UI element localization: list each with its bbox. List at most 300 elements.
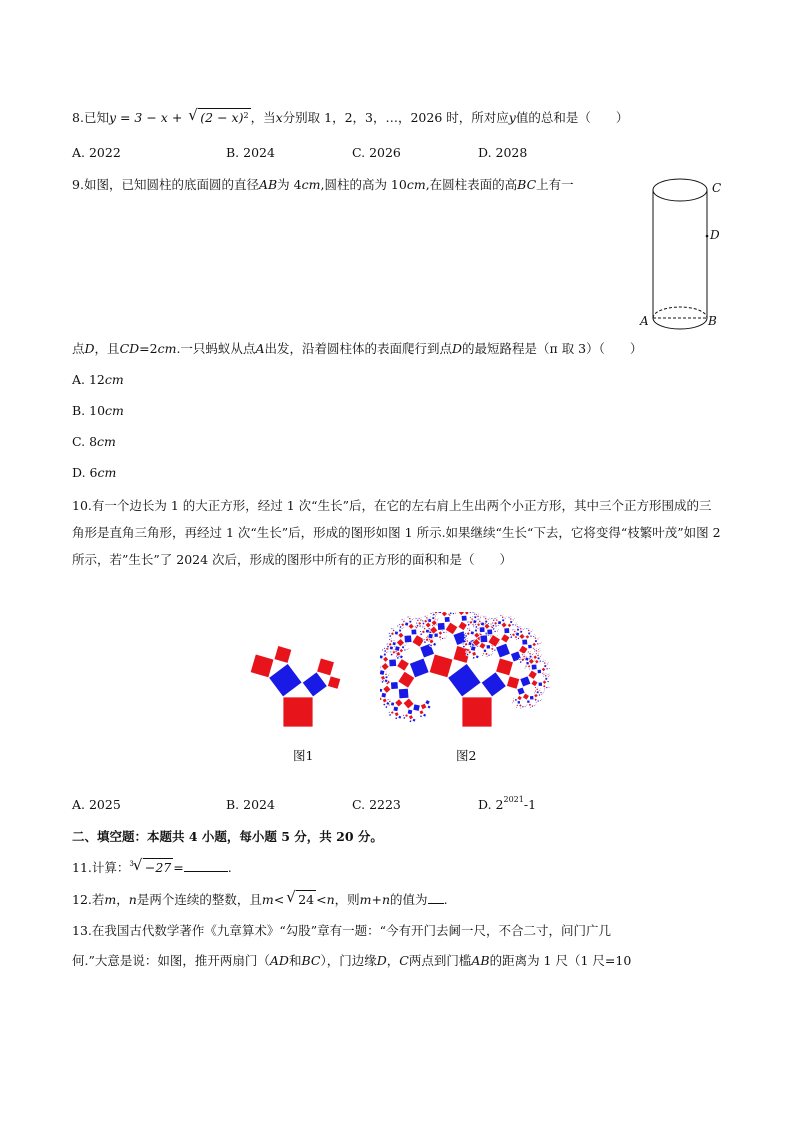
tree-square xyxy=(469,612,471,613)
tree-square xyxy=(541,654,543,656)
tree-square xyxy=(415,618,417,620)
tree-square xyxy=(536,648,538,650)
tree-square xyxy=(422,620,424,622)
tree-square xyxy=(548,662,550,664)
tree-square xyxy=(395,646,401,652)
tree-square xyxy=(274,646,292,664)
q9-number: 9. xyxy=(72,177,84,192)
tree-square xyxy=(383,703,386,706)
tree-square xyxy=(533,648,535,650)
tree-square xyxy=(407,709,413,715)
tree-square xyxy=(521,654,523,656)
tree-square xyxy=(535,704,537,706)
tree-square xyxy=(491,617,493,619)
q9-text: ，且 xyxy=(94,341,120,356)
tree-square xyxy=(380,678,381,682)
tree-square xyxy=(492,624,495,627)
q13-stem-line2: 何.”大意是说：如图，推开两扇门（AD和BC），门边缘D，C两点到门槛AB的距离为 1 尺（1 尺=10 xyxy=(72,953,632,968)
tree-square xyxy=(416,624,419,627)
tree-square xyxy=(549,680,550,682)
tree-square xyxy=(380,655,383,659)
tree-square xyxy=(466,651,468,653)
tree-square xyxy=(404,635,412,643)
tree-square xyxy=(445,636,447,638)
tree-square xyxy=(517,695,522,700)
tree-square xyxy=(481,672,506,697)
tree-square xyxy=(537,669,541,673)
tree-square xyxy=(391,628,393,630)
tree-square xyxy=(250,654,274,678)
q8-exponent: 2 xyxy=(243,111,249,120)
cylinder-bottom-back-arc xyxy=(653,307,707,318)
tree-square xyxy=(381,680,384,683)
tree-square xyxy=(497,621,501,625)
tree-square xyxy=(486,656,488,658)
tree-square xyxy=(479,618,481,620)
tree-square xyxy=(539,650,541,652)
tree-square xyxy=(465,634,468,637)
tree-square xyxy=(462,645,465,648)
tree-square xyxy=(492,653,494,655)
tree-square xyxy=(529,707,531,709)
tree-square xyxy=(427,705,431,709)
cylinder-top-ellipse xyxy=(653,179,707,201)
tree-square xyxy=(413,617,415,619)
tree-square xyxy=(438,612,442,614)
tree-square xyxy=(480,635,488,643)
q10-stem: 10.有一个边长为 1 的大正方形，经过 1 次“生长”后，在它的左右肩上生出两个小正方形，其中三个正方形围成的三角形是直角三角形，再经过 1 次“生长”后，形成的图形如图 1 所示.如果继续“生长“下去，它将变得“枝繁叶茂”如图 2 所示，若”生长”了 2024 次后，形成的图形中所有的正方形的面积和是（ ） xyxy=(72,498,721,567)
tree-square xyxy=(472,656,475,659)
tree-square xyxy=(383,685,391,693)
tree-square xyxy=(515,706,517,708)
tree-square xyxy=(531,680,538,687)
q8-number: 8. xyxy=(72,110,84,125)
tree-square xyxy=(549,685,550,687)
tree-square xyxy=(517,687,525,695)
tree-square xyxy=(462,697,492,727)
tree-square xyxy=(419,715,422,718)
tree-square xyxy=(411,629,417,635)
q9-unit: cm xyxy=(157,341,177,356)
tree-square xyxy=(389,646,393,650)
section-2-heading: 二、填空题：本题共 4 小题，每小题 5 分，共 20 分。 xyxy=(72,829,383,844)
q12-text: 是两个连续的整数，且 xyxy=(136,892,262,907)
tree-square xyxy=(386,643,388,645)
q9-var-a: A xyxy=(255,341,265,356)
q11-text: = xyxy=(173,860,184,875)
q11-root-index: 3 xyxy=(129,860,134,868)
tree-square xyxy=(528,644,532,648)
pythagoras-tree-figure-1 xyxy=(240,640,355,732)
tree-square xyxy=(441,612,447,617)
tree-square xyxy=(483,649,486,652)
tree-square xyxy=(420,617,422,619)
q9-option-c[interactable]: C. 8cm xyxy=(72,434,116,449)
tree-square xyxy=(464,632,466,634)
tree-square xyxy=(398,688,409,699)
tree-square xyxy=(402,714,404,716)
q10-option-c[interactable]: C. 2223 xyxy=(352,797,401,812)
q12-var-m: m xyxy=(261,892,274,907)
tree-square xyxy=(458,621,468,631)
q13-var-ab: AB xyxy=(471,953,490,968)
tree-square xyxy=(474,623,476,625)
tree-square xyxy=(539,647,541,649)
tree-square xyxy=(429,654,453,678)
tree-square xyxy=(491,622,493,624)
tree-square xyxy=(389,698,391,700)
q9-unit: cm xyxy=(301,177,321,192)
tree-square xyxy=(394,639,396,641)
tree-square xyxy=(422,622,425,625)
tree-square xyxy=(524,667,526,669)
tree-square xyxy=(327,676,340,689)
q9-option-a[interactable]: A. 12cm xyxy=(72,372,124,387)
tree-square xyxy=(486,645,490,649)
q8-radicand: (2 − x) xyxy=(200,110,244,125)
tree-square xyxy=(544,690,546,692)
q9-text: 上有一 xyxy=(536,177,574,192)
q8-option-d[interactable]: D. 2028 xyxy=(478,145,528,160)
tree-square xyxy=(389,673,391,675)
tree-square xyxy=(534,686,536,688)
q9-text: 如图，已知圆柱的底面圆的直径 xyxy=(83,177,259,192)
tree-square xyxy=(513,698,515,700)
tree-square xyxy=(502,614,504,616)
tree-square xyxy=(390,653,393,656)
tree-square xyxy=(424,625,426,627)
tree-square xyxy=(468,642,472,646)
q9-var-bc: BC xyxy=(517,177,537,192)
q8-text-2: ，当 xyxy=(250,110,276,125)
tree-square xyxy=(549,675,550,677)
tree-square xyxy=(533,635,535,637)
q9-var-d: D xyxy=(84,341,95,356)
tree-square xyxy=(444,617,450,623)
tree-square xyxy=(403,618,405,620)
tree-square xyxy=(510,616,512,618)
q9-var-d: D xyxy=(451,341,463,356)
q9-text: ,圆柱的高为 10 xyxy=(320,177,407,192)
tree-square xyxy=(520,707,522,709)
tree-square xyxy=(500,614,502,616)
tree-square xyxy=(526,628,528,630)
tree-square xyxy=(416,622,418,624)
tree-square xyxy=(515,632,519,636)
tree-square xyxy=(398,632,404,638)
tree-square xyxy=(407,647,409,649)
tree-square xyxy=(395,717,398,720)
q8-option-b[interactable]: B. 2024 xyxy=(226,145,275,160)
tree-square xyxy=(302,672,327,697)
tree-square xyxy=(467,628,469,630)
tree-square xyxy=(529,651,531,653)
tree-square xyxy=(409,658,429,678)
tree-square xyxy=(475,625,478,628)
tree-square xyxy=(384,649,387,652)
tree-square xyxy=(385,671,387,673)
tree-square xyxy=(535,653,537,655)
tree-square xyxy=(464,638,466,640)
tree-square xyxy=(428,633,434,639)
tree-square xyxy=(396,656,399,659)
tree-square xyxy=(496,658,514,676)
tree-square xyxy=(522,639,528,645)
tree-square xyxy=(470,631,474,635)
q9-stem-line1 xyxy=(72,176,574,194)
q13-stem-line1: 13.在我国古代数学著作《九章算术》“勾股”章有一题：“今有开门去阃一尺，不合二寸，问门广几 xyxy=(72,923,612,938)
tree-square xyxy=(383,647,385,649)
tree-square xyxy=(380,688,383,692)
tree-square xyxy=(390,702,394,706)
tree-square xyxy=(492,651,494,653)
tree-square xyxy=(438,618,440,620)
label-c: C xyxy=(712,181,722,195)
tree-square xyxy=(524,653,526,655)
tree-square xyxy=(380,666,381,670)
q8-stem xyxy=(72,108,628,127)
tree-square xyxy=(475,613,477,615)
tree-square xyxy=(399,626,402,629)
label-b: B xyxy=(708,314,717,328)
tree-square xyxy=(381,692,387,698)
q8-option-c[interactable]: C. 2026 xyxy=(352,145,401,160)
tree-square xyxy=(405,622,409,626)
tree-square xyxy=(466,653,469,656)
q13-var-ad: AD xyxy=(269,953,289,968)
q9-text: .一只蚂蚁从点 xyxy=(176,341,256,356)
q8-option-a[interactable]: A. 2022 xyxy=(72,145,121,160)
q13-var-bc: BC xyxy=(301,953,321,968)
cylinder-figure xyxy=(630,170,730,335)
tree-square xyxy=(388,638,390,640)
tree-square xyxy=(430,616,432,618)
tree-square xyxy=(533,652,535,654)
tree-square xyxy=(498,629,500,631)
q9-text: 出发，沿着圆柱体的表面爬行到点 xyxy=(264,341,452,356)
tree-square xyxy=(386,645,389,648)
tree-square xyxy=(517,701,520,704)
q10-option-d[interactable]: D. $2^{2021}-1$ xyxy=(478,795,537,812)
tree-square xyxy=(383,656,389,662)
tree-square xyxy=(494,617,496,619)
tree-square xyxy=(432,613,435,616)
tree-square xyxy=(529,668,531,670)
tree-square xyxy=(390,682,398,690)
tree-square xyxy=(423,641,426,644)
tree-square xyxy=(391,638,393,640)
q9-option-b[interactable]: B. 10cm xyxy=(72,403,124,418)
tree-square xyxy=(462,643,464,645)
q9-text: 为 4 xyxy=(277,177,302,192)
tree-square xyxy=(467,621,469,623)
q9-text: 点 xyxy=(72,341,85,356)
tree-square xyxy=(524,627,526,629)
tree-square xyxy=(385,705,388,708)
q9-text: 的最短路程是（π 取 3）（ ） xyxy=(462,341,643,356)
tree-square xyxy=(474,612,476,613)
q9-option-d[interactable]: D. 6cm xyxy=(72,465,117,480)
tree-square xyxy=(527,651,529,653)
tree-square xyxy=(496,643,511,658)
tree-square xyxy=(283,697,313,727)
tree-square xyxy=(514,618,516,620)
tree-square xyxy=(485,615,487,617)
tree-square xyxy=(397,658,410,671)
tree-square xyxy=(508,616,510,618)
tree-square xyxy=(467,623,470,626)
tree-square xyxy=(517,624,519,626)
q10-option-a[interactable]: A. 2025 xyxy=(72,797,121,812)
q8-text-4: 值的总和是（ ） xyxy=(515,110,629,125)
tree-square xyxy=(501,622,507,628)
tree-square xyxy=(394,631,398,635)
tree-square xyxy=(525,657,529,661)
tree-square xyxy=(469,616,471,618)
tree-square xyxy=(395,699,403,707)
tree-square xyxy=(424,615,426,617)
tree-square xyxy=(527,700,530,703)
tree-square xyxy=(512,629,514,631)
tree-square xyxy=(515,624,517,626)
tree-square xyxy=(409,720,412,723)
tree-square xyxy=(419,630,421,632)
tree-square xyxy=(449,612,452,615)
tree-square xyxy=(425,629,429,633)
tree-square xyxy=(537,686,539,688)
tree-square xyxy=(506,676,519,689)
figure-1-caption: 图1 xyxy=(293,748,314,763)
tree-square xyxy=(543,673,545,675)
tree-square xyxy=(440,639,442,641)
figure-2-caption: 图2 xyxy=(456,748,477,763)
tree-square xyxy=(531,664,537,670)
tree-square xyxy=(519,645,529,655)
tree-square xyxy=(544,688,546,690)
tree-square xyxy=(422,626,424,628)
tree-square xyxy=(509,633,511,635)
tree-square xyxy=(532,629,534,631)
tree-square xyxy=(388,711,390,713)
tree-square xyxy=(545,673,547,675)
point-d-dot xyxy=(706,235,709,238)
tree-square xyxy=(540,641,542,643)
tree-square xyxy=(477,613,479,615)
tree-square xyxy=(393,706,399,712)
tree-square xyxy=(423,638,425,640)
label-d: D xyxy=(710,228,720,242)
tree-square xyxy=(512,702,514,704)
q9-text: =2 xyxy=(139,341,158,356)
tree-square xyxy=(526,704,528,706)
q12-var-mpn: m+n xyxy=(359,892,391,907)
tree-square xyxy=(518,626,520,628)
q12-text: ，则 xyxy=(334,892,360,907)
tree-square xyxy=(537,652,539,654)
tree-square xyxy=(403,698,414,709)
tree-square xyxy=(544,660,546,662)
tree-square xyxy=(426,615,428,617)
q8-sqrt: √ $(2 - x)^2$ xyxy=(188,106,249,125)
label-a: A xyxy=(640,314,649,328)
tree-square xyxy=(472,616,474,618)
tree-square xyxy=(465,612,470,615)
cylinder-bottom-front-arc xyxy=(653,318,707,329)
q13-text: ），门边缘 xyxy=(320,953,377,968)
tree-square xyxy=(405,643,407,645)
tree-square xyxy=(399,623,401,625)
q8-text-3: 分别取 1，2，3，…，2026 时，所对应 xyxy=(282,110,509,125)
tree-square xyxy=(390,651,392,653)
q13-text: 两点到门槛 xyxy=(408,953,472,968)
q12-text: 12.若 xyxy=(72,892,105,907)
tree-square xyxy=(393,627,395,629)
tree-square xyxy=(529,695,533,699)
tree-square xyxy=(528,627,530,629)
q12-var-m: m xyxy=(104,892,117,907)
q9-unit: cm xyxy=(406,177,426,192)
tree-square xyxy=(481,615,483,617)
q11-answer-blank[interactable] xyxy=(184,859,228,872)
q8-text: 已知 xyxy=(83,110,109,125)
pythagoras-tree-figure-2 xyxy=(380,612,550,732)
q11-stem: 11.计算：$^3$ √ −27 = . xyxy=(72,856,232,875)
tree-square xyxy=(409,616,411,618)
tree-square xyxy=(538,637,540,639)
q8-var-y: y xyxy=(508,110,516,125)
tree-square xyxy=(535,701,537,703)
tree-square xyxy=(412,635,425,648)
q12-var-n: n xyxy=(326,892,335,907)
q13-text: 何.”大意是说：如图，推开两扇门（ xyxy=(72,953,270,968)
tree-square xyxy=(389,713,392,716)
q12-text: 的值为 xyxy=(390,892,428,907)
tree-square xyxy=(317,658,335,676)
tree-square xyxy=(501,634,511,644)
tree-square xyxy=(534,692,536,694)
tree-square xyxy=(408,623,414,629)
tree-square xyxy=(483,616,485,618)
tree-square xyxy=(388,632,390,634)
tree-square xyxy=(430,644,433,647)
tree-square xyxy=(380,670,385,676)
tree-square xyxy=(496,635,498,637)
q12-radicand: 24 xyxy=(298,892,315,907)
q9-stem-line2 xyxy=(72,340,642,358)
q13-var-d: D xyxy=(376,953,387,968)
tree-square xyxy=(387,699,389,701)
tree-square xyxy=(520,676,531,687)
tree-square xyxy=(413,704,420,711)
q8-var-x: x xyxy=(275,110,283,125)
tree-square xyxy=(437,622,445,630)
tree-square xyxy=(403,716,406,719)
tree-square xyxy=(398,671,415,688)
tree-square xyxy=(448,663,482,697)
q12-answer-blank[interactable] xyxy=(428,891,444,904)
tree-square xyxy=(407,616,409,618)
tree-square xyxy=(489,617,491,619)
tree-square xyxy=(469,627,471,629)
q9-var-ab: AB xyxy=(258,177,278,192)
q10-option-b[interactable]: B. 2024 xyxy=(226,797,275,812)
q13-var-c: C xyxy=(399,953,409,968)
tree-square xyxy=(467,638,469,640)
tree-square xyxy=(519,661,522,664)
tree-square xyxy=(428,618,432,622)
q9-var-cd: CD xyxy=(119,341,140,356)
tree-square xyxy=(514,628,516,630)
